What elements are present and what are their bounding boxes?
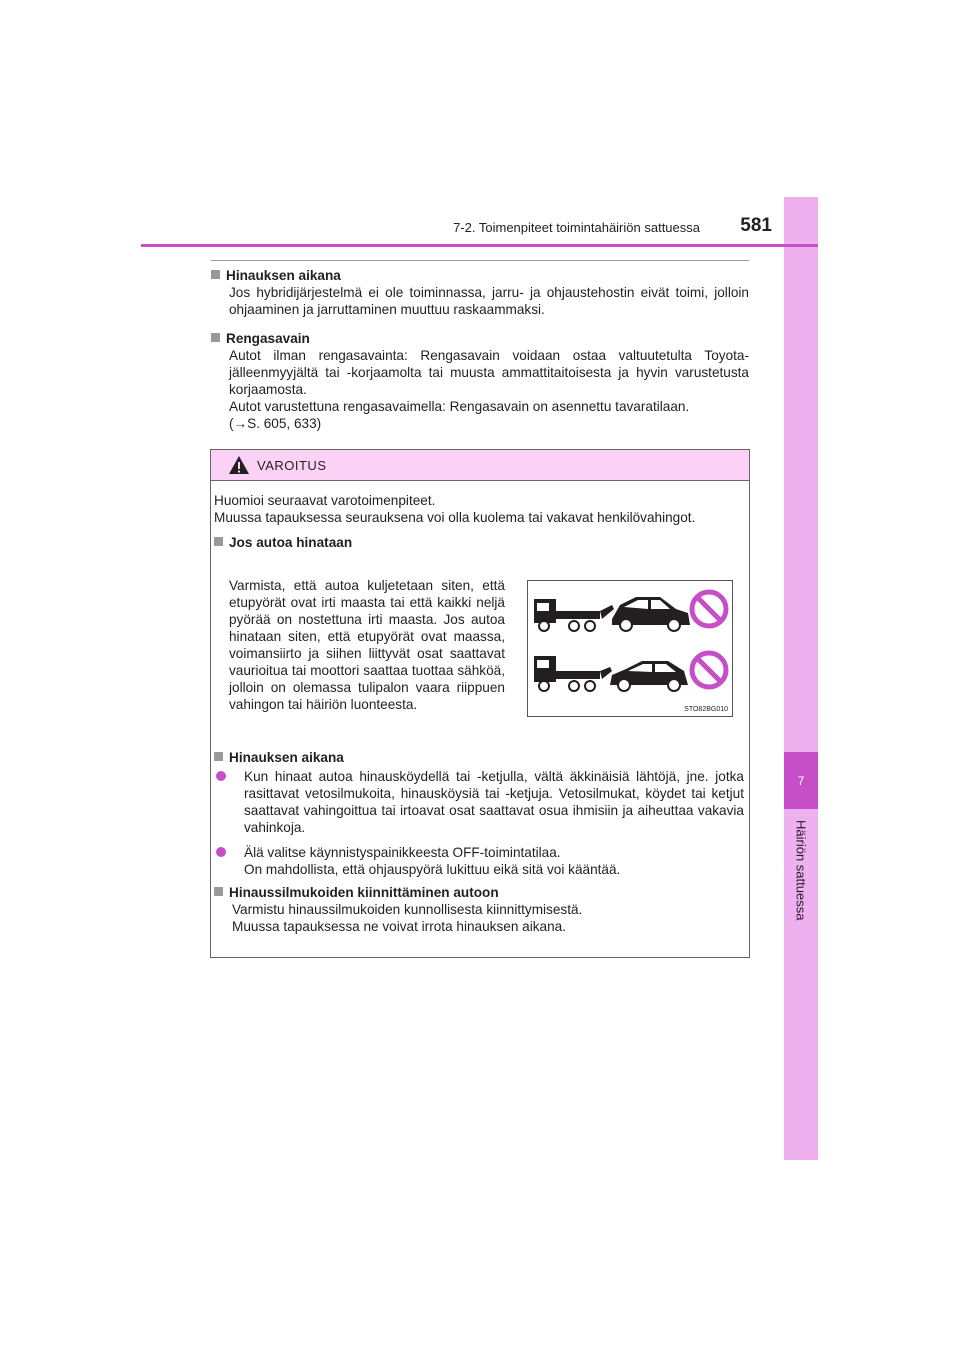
page-reference: (→S. 605, 633) (229, 416, 322, 431)
figure-code: STO82BG010 (684, 706, 728, 713)
towing-illustration (527, 580, 733, 717)
warning-intro-1: Huomioi seuraavat varotoimenpiteet. (214, 493, 436, 508)
warning-header (211, 450, 749, 481)
section-heading: Rengasavain (211, 330, 749, 347)
section-text: Jos hybridijärjestelmä ei ole toiminnassa, jarru- ja ohjaustehostin eivät toimi, jolloin ohjaaminen ja jarruttaminen muuttuu raskaammaksi. (229, 285, 749, 317)
warning-kiinnitys-text-1: Varmistu hinaussilmukoiden kunnollisesta kiinnittymisestä. (232, 902, 583, 917)
warning-heading-kiinnitys: Hinaussilmukoiden kiinnittäminen autoon (214, 884, 744, 901)
content-rule (211, 260, 749, 261)
warning-lower (214, 749, 744, 935)
square-bullet-icon (214, 752, 223, 761)
prohibition-icon-2 (692, 653, 726, 687)
towing-text: Varmista, että autoa kuljetetaan siten, että etupyörät ovat irti maasta tai että kaikki neljä pyörää on nostettuna irti maasta. Jos autoa hinataan siten, että etupyörät ovat maassa, voimansiirto ja siihen liittyvät osat saattavat vaurioitua tai moottori saattaa tuottaa sähköä, jolloin on olemassa tulipalon vaara riippuen vahingon tai häiriön luonteesta. (229, 578, 505, 712)
square-bullet-icon (214, 537, 223, 546)
header-rule (141, 244, 818, 247)
tow-truck-illustration (528, 581, 732, 716)
side-tab-strip (784, 197, 818, 1160)
section-rengasavain (211, 330, 749, 432)
section-text: Autot ilman rengasavainta: Rengasavain voidaan ostaa valtuutetulta Toyota-jälleenmyyjältä tai -korjaamolta tai muusta ammattitaitoisesta ja hyvin varustetusta korjaamosta. (229, 348, 749, 397)
circle-bullet-icon (216, 847, 226, 857)
warning-heading-jos: Jos autoa hinataan (214, 534, 745, 551)
warning-heading-hinaus: Hinauksen aikana (214, 749, 744, 766)
warning-bullet-1: Kun hinaat autoa hinausköydellä tai -ketjulla, vältä äkkinäisiä lähtöjä, jne. jotka rasittavat vetosilmukoita, hinausköysiä tai -ketjuja. Vetosilmukat, köydet tai ketjut saattavat vahingoittua tai irtoavat osat saattavat osua ihmisiin ja aiheuttaa vakavia vahinkoja. (232, 768, 744, 836)
square-bullet-icon (214, 887, 223, 896)
tow-truck-2 (534, 656, 688, 691)
square-bullet-icon (211, 270, 220, 279)
chapter-number: 7 (784, 752, 818, 809)
section-text-2: Autot varustettuna rengasavaimella: Rengasavain on asennettu tavaratilaan. (229, 399, 690, 414)
section-hinauksen-aikana (211, 267, 749, 318)
prohibition-icon-1 (692, 592, 726, 626)
section-heading: Hinauksen aikana (211, 267, 749, 284)
circle-bullet-icon (216, 771, 226, 781)
chapter-title: Häiriön sattuessa (793, 820, 809, 921)
warning-intro-2: Muussa tapauksessa seurauksena voi olla kuolema tai vakavat henkilövahingot. (214, 510, 696, 525)
tow-truck-1 (534, 597, 690, 631)
warning-bullet-2: Älä valitse käynnistyspainikkeesta OFF-toimintatilaa. On mahdollista, että ohjauspyörä lukittuu eikä sitä voi kääntää. (232, 844, 744, 878)
section-title: 7-2. Toimenpiteet toimintahäiriön sattuessa (453, 220, 700, 235)
page-number: 581 (740, 215, 772, 236)
warning-title: VAROITUS (257, 458, 327, 473)
warning-kiinnitys-text-2: Muussa tapauksessa ne voivat irrota hinauksen aikana. (232, 919, 566, 934)
warning-triangle-icon (228, 455, 250, 475)
square-bullet-icon (211, 333, 220, 342)
warning-body (214, 492, 745, 551)
